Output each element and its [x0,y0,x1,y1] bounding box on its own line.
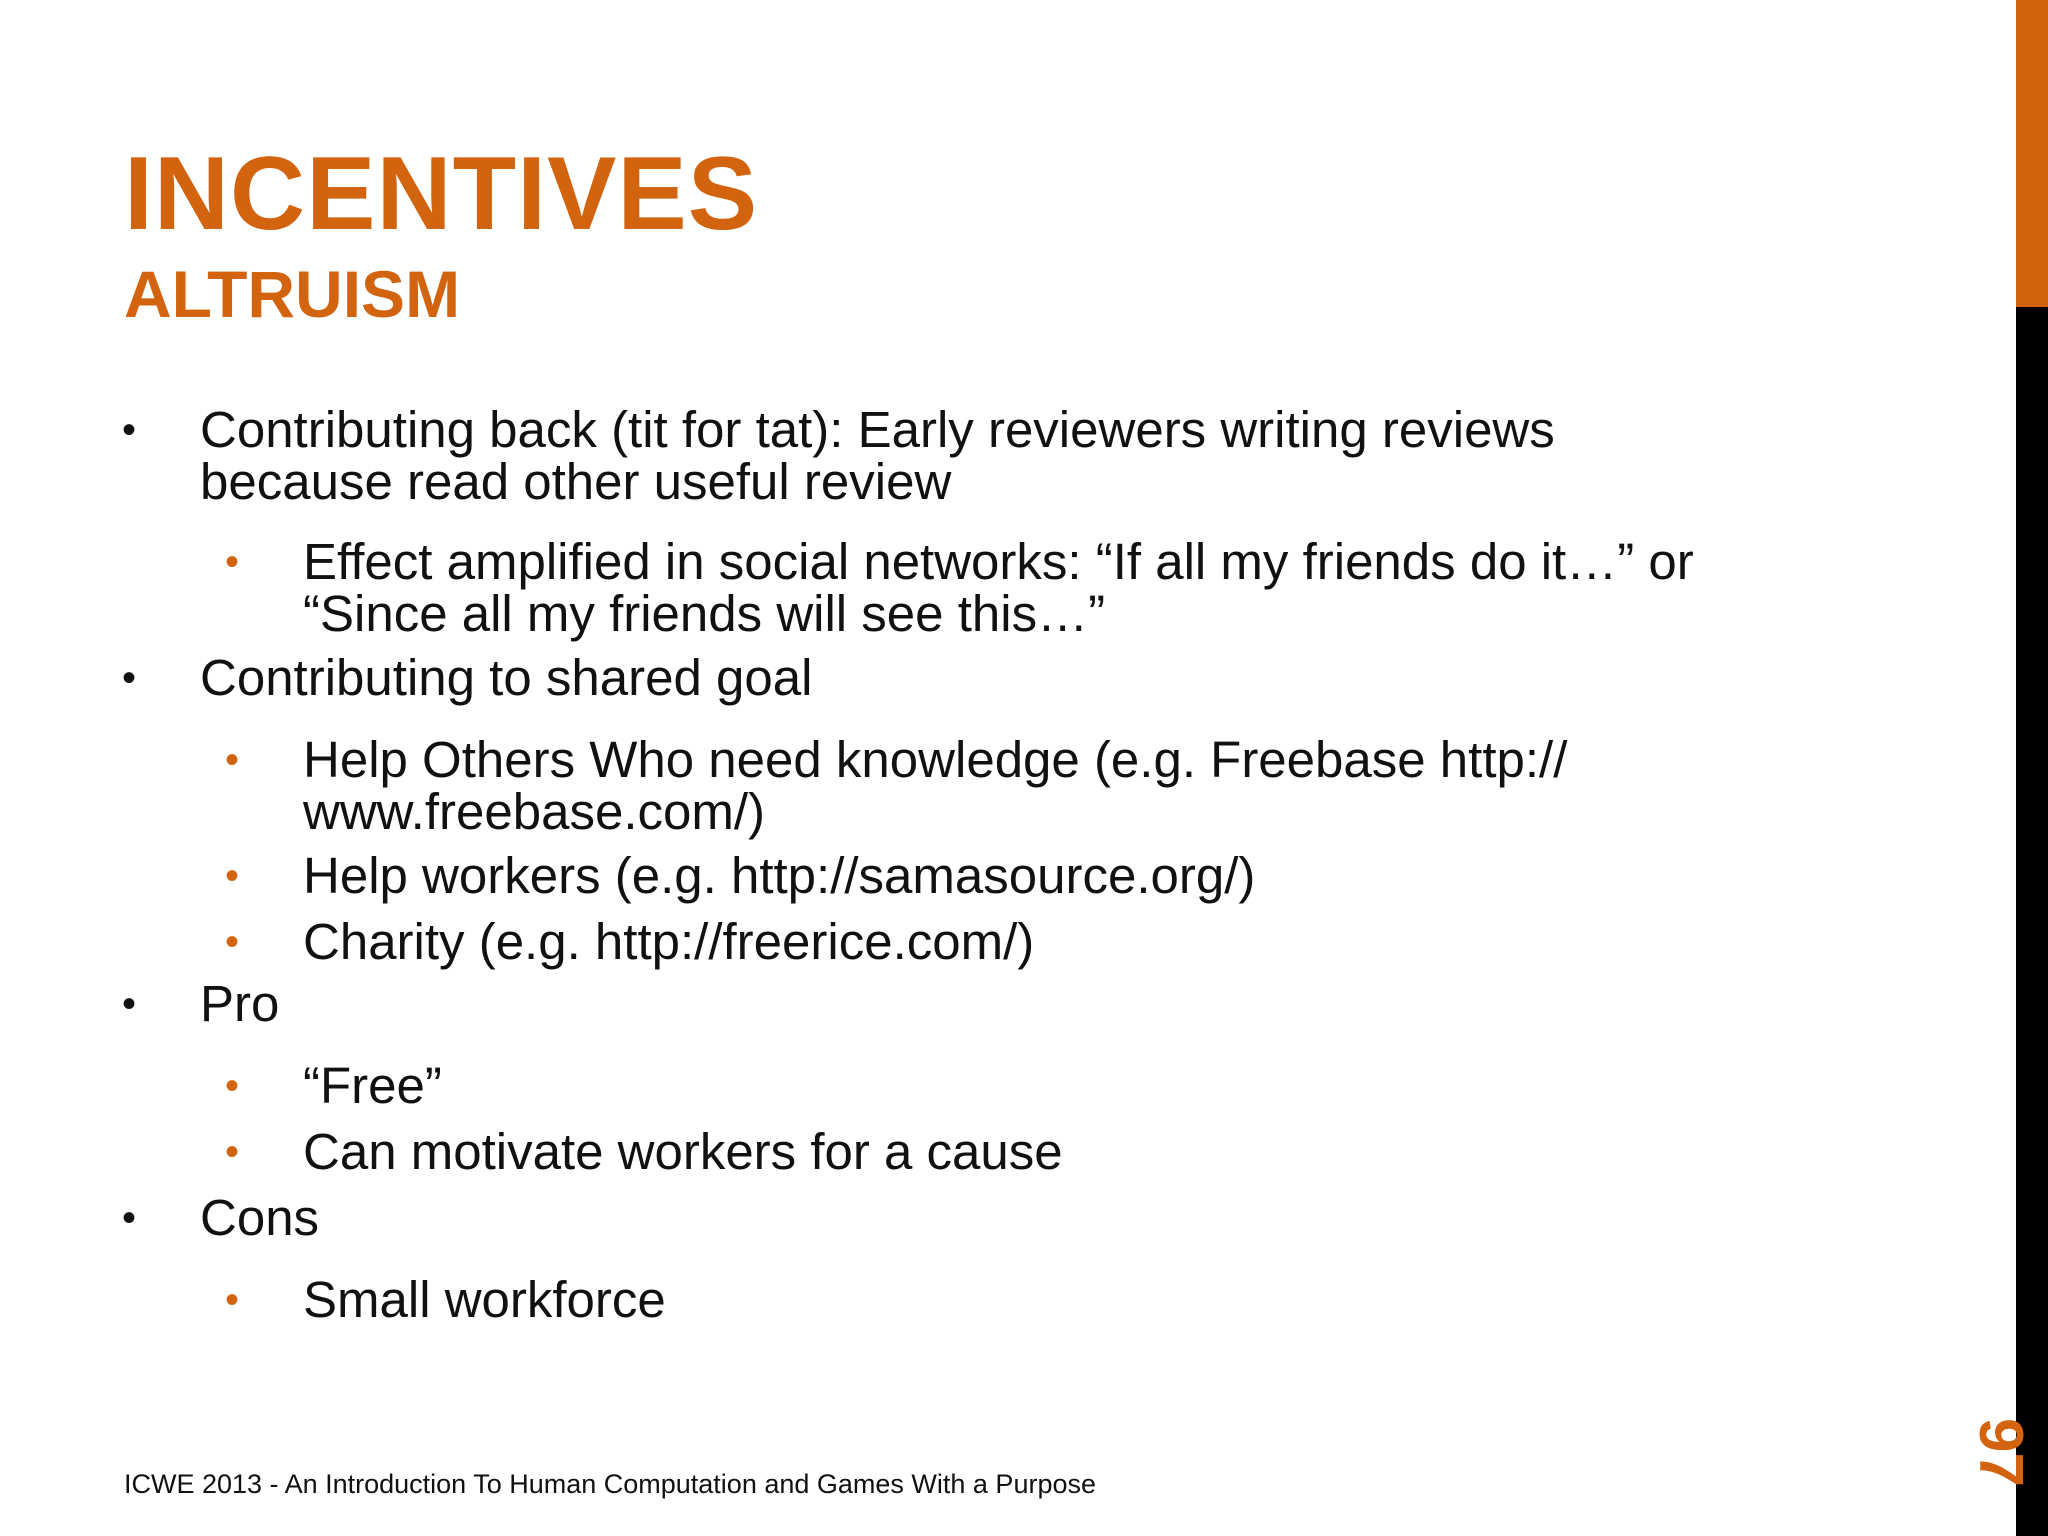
list-item-text: Help Others Who need knowledge (e.g. Freebase http:// www.freebase.com/) [303,731,1568,840]
bullet-marker: • [225,1064,240,1108]
page-number: 97 [1966,1418,2035,1487]
list-item [225,1123,1063,1180]
slide-subtitle: ALTRUISM [124,257,461,331]
list-item-text: Charity (e.g. http://freerice.com/) [303,913,1035,970]
list-item [225,533,1694,642]
list-item-text: Effect amplified in social networks: “If all my friends do it…” or “Since all my friends will see this…” [303,533,1694,642]
bullet-marker: • [225,854,240,898]
bullet-marker: • [225,1130,240,1174]
list-item [122,401,1555,510]
accent-bar-black [2016,307,2048,1536]
list-item [122,975,280,1032]
bullet-marker: • [225,920,240,964]
list-item [122,1189,320,1246]
list-item [122,649,813,706]
bullet-marker: • [122,656,137,700]
list-item-text: Cons [200,1189,320,1246]
list-item [225,1057,442,1114]
list-item [225,847,1256,904]
bullet-marker: • [225,540,240,584]
list-item-text: Help workers (e.g. http://samasource.org/) [303,847,1256,904]
bullet-marker: • [122,1196,137,1240]
footer-text: ICWE 2013 - An Introduction To Human Computation and Games With a Purpose [124,1469,1096,1499]
list-item [225,731,1568,840]
bullet-marker: • [225,1278,240,1322]
accent-bar-orange [2016,0,2048,307]
list-item [225,913,1035,970]
list-item-text: Can motivate workers for a cause [303,1123,1063,1180]
bullet-marker: • [225,738,240,782]
list-item-text: Small workforce [303,1271,666,1328]
bullet-marker: • [122,982,137,1026]
list-item-text: Contributing back (tit for tat): Early reviewers writing reviews because read other useful review [200,401,1555,510]
list-item-text: “Free” [303,1057,442,1114]
slide-title: INCENTIVES [124,136,759,252]
list-item-text: Pro [200,975,280,1032]
list-item-text: Contributing to shared goal [200,649,813,706]
bullet-marker: • [122,408,137,452]
list-item [225,1271,666,1328]
